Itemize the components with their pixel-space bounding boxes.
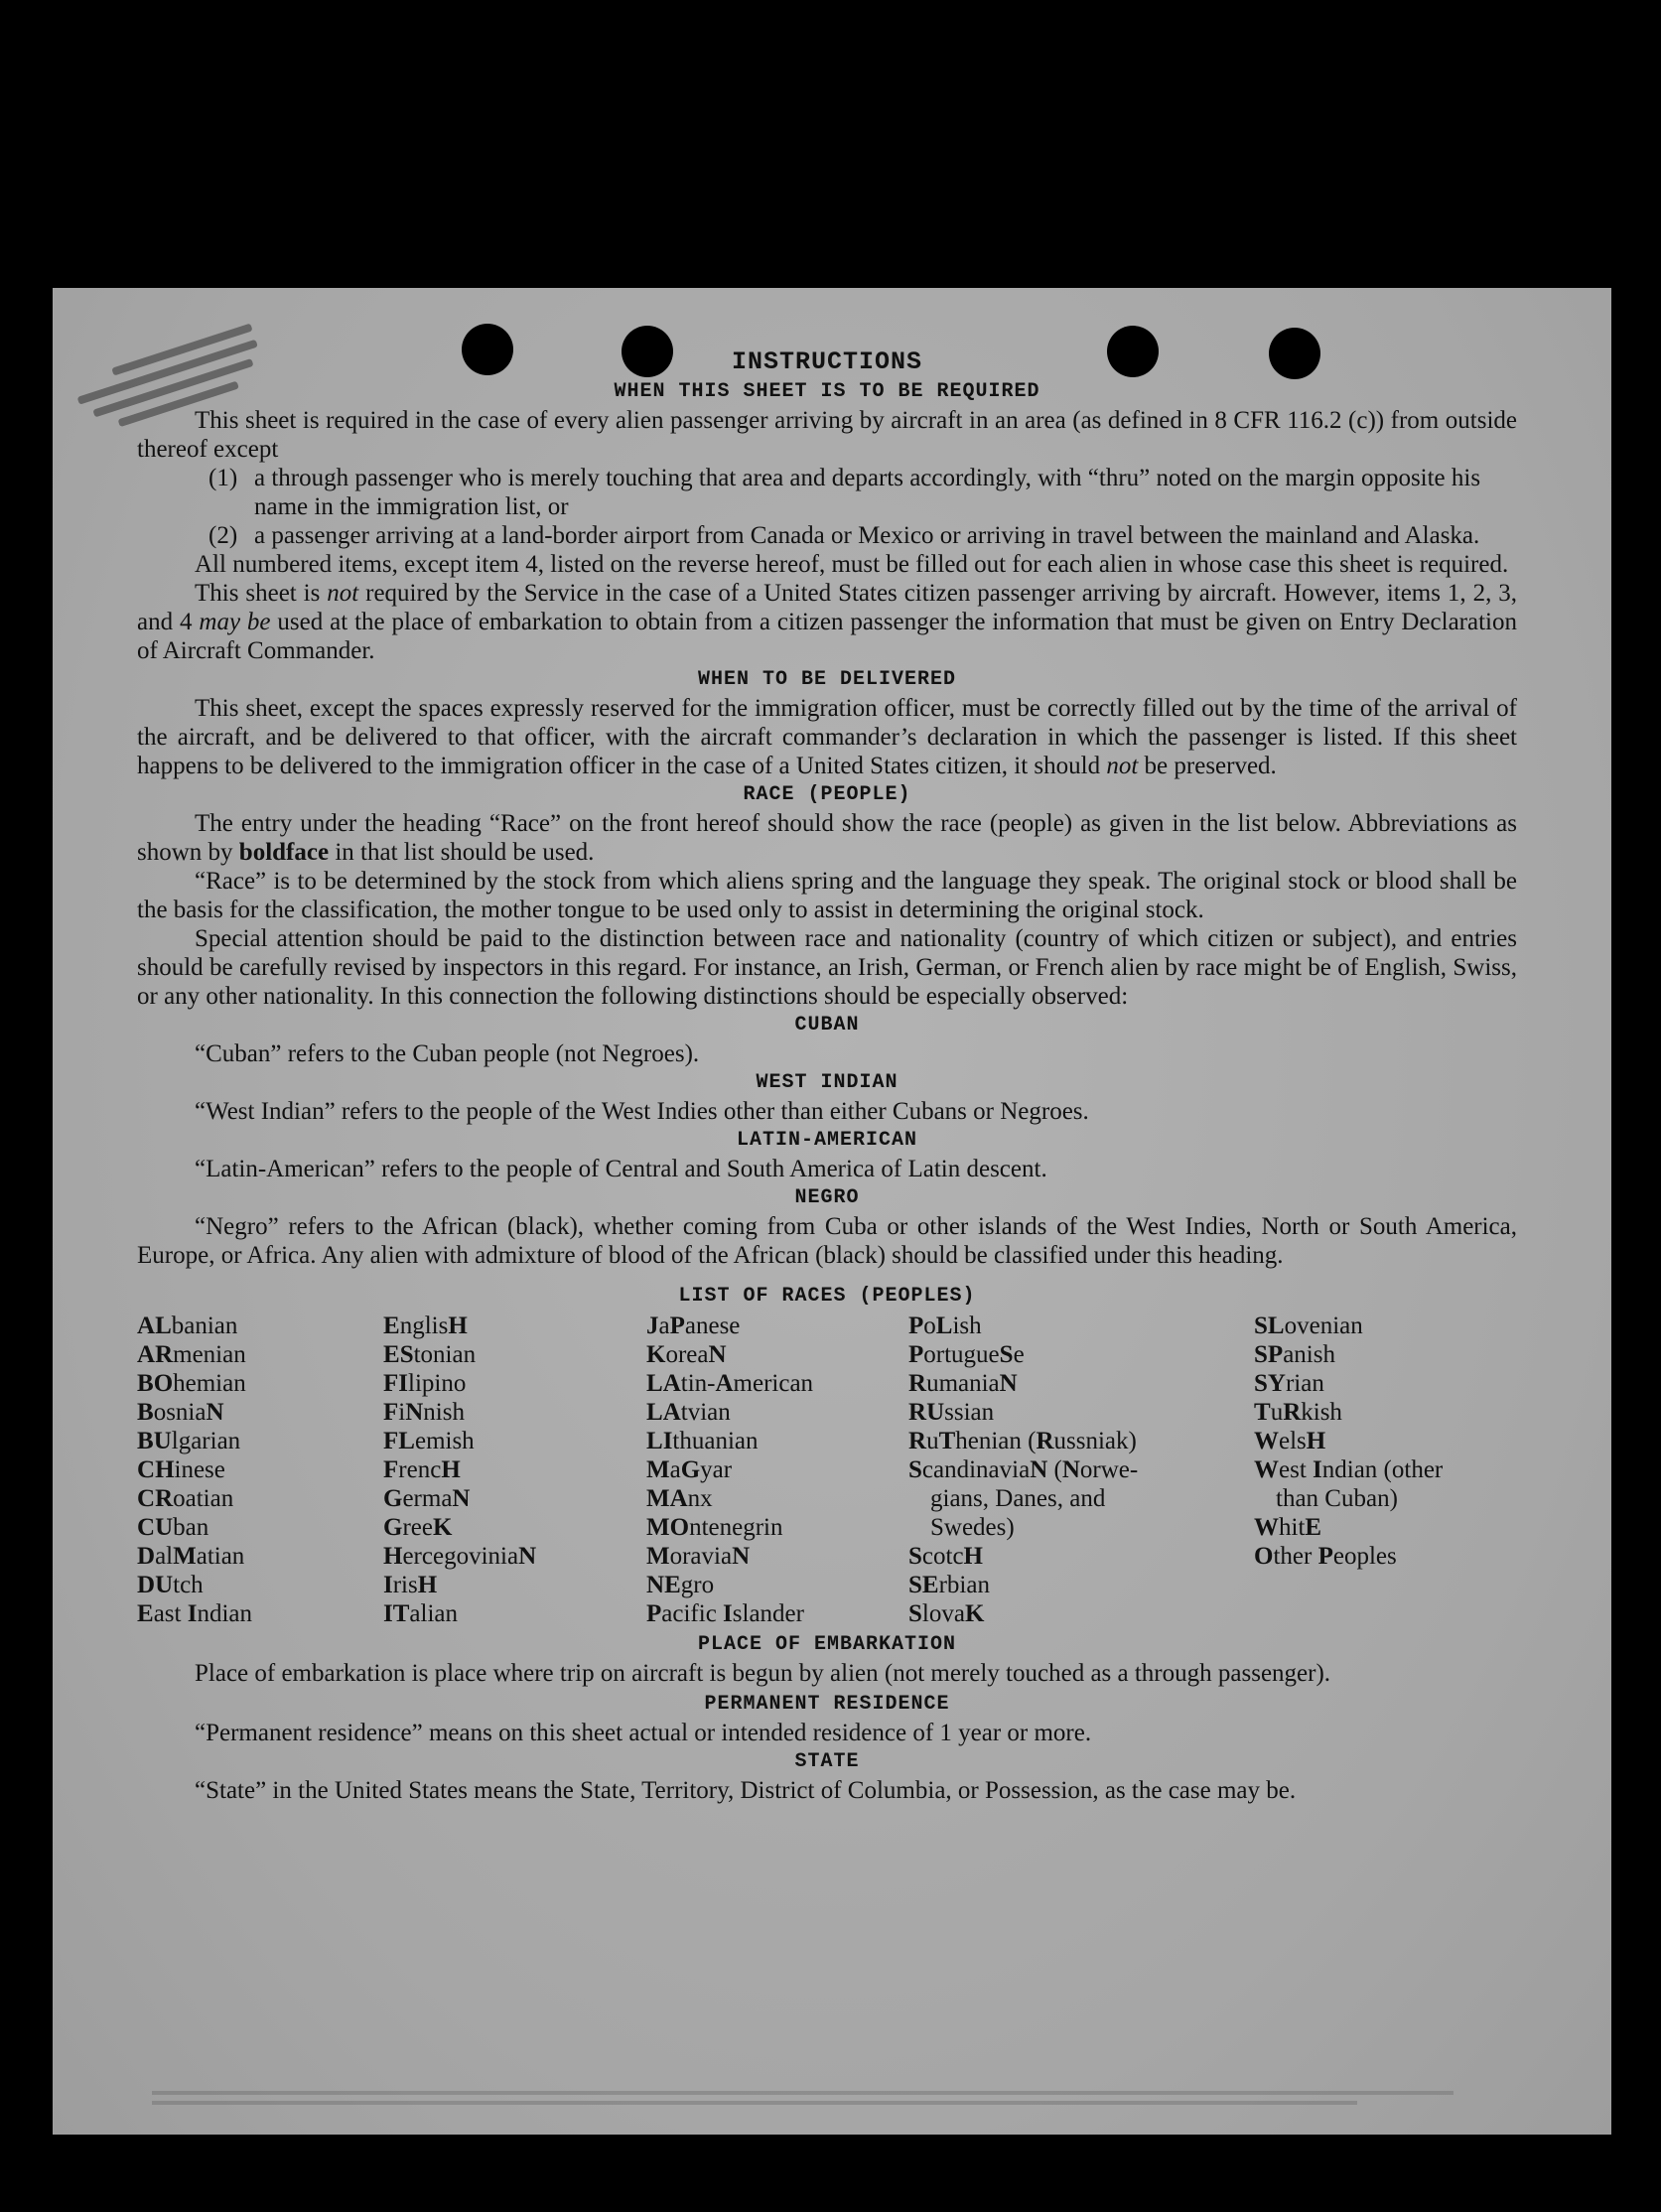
race-entry: JaPanese [646, 1313, 741, 1339]
race-entry: ARmenian [137, 1341, 246, 1368]
definition-negro: “Negro” refers to the African (black), whether coming from Cuba or other islands of the West Indies, North or South America, Europe, or Africa. Any alien with admixture of blood of the African (black) should be classified under this heading. [137, 1213, 1517, 1269]
race-entry: CUban [137, 1514, 209, 1541]
definition-latin-american: “Latin-American” refers to the people of Central and South America of Latin descent. [195, 1156, 1047, 1182]
item-number: (1) [208, 465, 238, 491]
race-entry: DUtch [137, 1572, 204, 1598]
heading-residence: PERMANENT RESIDENCE [704, 1693, 950, 1716]
exception-item-2 [208, 521, 1517, 550]
race-column-1 [137, 1312, 383, 1628]
paragraph-when-required: This sheet is required in the case of every alien passenger arriving by aircraft in an area (as defined in 8 CFR 116.2 (c)) from outside thereof except [137, 407, 1517, 463]
item-number: (2) [208, 522, 238, 549]
race-entry: BosniaN [137, 1399, 224, 1426]
exception-item-1 [208, 464, 1517, 521]
race-list-table [137, 1312, 1517, 1628]
race-entry: FrencH [383, 1456, 461, 1483]
race-entry: FLemish [383, 1428, 475, 1454]
race-entry: ScandinaviaN (Norwe- [908, 1456, 1139, 1483]
race-entry: WhitE [1254, 1514, 1322, 1541]
heading-when-required: WHEN THIS SHEET IS TO BE REQUIRED [614, 380, 1040, 403]
definition-state: “State” in the United States means the State, Territory, District of Columbia, or Possession, as the case may be. [195, 1777, 1297, 1804]
race-entry: East Indian [137, 1600, 252, 1627]
race-entry: MOntenegrin [646, 1514, 783, 1541]
race-entry: MoraviaN [646, 1543, 751, 1570]
race-entry: PortugueSe [908, 1341, 1025, 1368]
race-entry: Pacific Islander [646, 1600, 804, 1627]
race-entry: ScotcH [908, 1543, 983, 1570]
race-entry: FIlipino [383, 1370, 467, 1397]
form-sheet [53, 288, 1611, 2135]
paragraph-when-delivered: This sheet, except the spaces expressly reserved for the immigration officer, must be correctly filled out by the time of the arrival of the aircraft, and be delivered to that officer, with the aircraft commander’s declaration in which the passenger is listed. If this sheet happens to be delivered to the immigration officer in the case of a United States citizen, it should not be preserved. [137, 695, 1517, 779]
race-entry: IrisH [383, 1572, 438, 1598]
paragraph-race-nationality: Special attention should be paid to the distinction between race and nationality (country of which citizen or subject), and entries should be carefully revised by inspectors in this regard. For instance, an Irish, German, or French alien by race might be of English, Swiss, or any other nationality. In this connection the following distinctions should be especially observed: [137, 925, 1517, 1010]
race-column-4 [908, 1312, 1254, 1628]
heading-when-delivered: WHEN TO BE DELIVERED [697, 668, 957, 691]
definition-embarkation: Place of embarkation is place where trip on aircraft is begun by alien (not merely touched as a through passenger). [195, 1660, 1331, 1687]
heading-list-of-races: LIST OF RACES (PEOPLES) [678, 1285, 976, 1308]
race-entry: EStonian [383, 1341, 477, 1368]
definition-residence: “Permanent residence” means on this sheet actual or intended residence of 1 year or more. [195, 1720, 1092, 1746]
race-entry: KoreaN [646, 1341, 727, 1368]
race-entry: CHinese [137, 1456, 225, 1483]
heading-race: RACE (PEOPLE) [743, 783, 911, 806]
race-entry: FiNnish [383, 1399, 465, 1426]
definition-west-indian: “West Indian” refers to the people of the West Indies other than either Cubans or Negroes. [195, 1098, 1089, 1125]
instructions-content [137, 346, 1517, 1805]
race-entry: SPanish [1254, 1341, 1335, 1368]
race-entry: than Cuban) [1276, 1485, 1398, 1512]
heading-negro: NEGRO [794, 1186, 860, 1209]
race-entry: RUssian [908, 1399, 995, 1426]
race-entry: West Indian (other [1254, 1456, 1444, 1483]
paragraph-numbered-items: All numbered items, except item 4, listed on the reverse hereof, must be filled out for each alien in whose case this sheet is required. [195, 551, 1509, 578]
race-entry: LAtvian [646, 1399, 731, 1426]
heading-embarkation: PLACE OF EMBARKATION [697, 1633, 957, 1656]
race-entry: SlovaK [908, 1600, 985, 1627]
race-entry: Other Peoples [1254, 1543, 1397, 1570]
race-column-2 [383, 1312, 646, 1628]
race-entry: TuRkish [1254, 1399, 1342, 1426]
race-entry: LAtin-American [646, 1370, 814, 1397]
item-text: a passenger arriving at a land-border airport from Canada or Mexico or arriving in travel between the mainland and Alaska. [254, 522, 1480, 549]
race-entry: PoLish [908, 1313, 982, 1339]
race-entry: Swedes) [930, 1514, 1015, 1541]
definition-cuban: “Cuban” refers to the Cuban people (not Negroes). [195, 1040, 700, 1067]
race-column-3 [646, 1312, 908, 1628]
race-entry: gians, Danes, and [930, 1485, 1106, 1512]
race-entry: NEgro [646, 1572, 715, 1598]
race-entry: RumaniaN [908, 1370, 1018, 1397]
race-entry: GreeK [383, 1514, 453, 1541]
race-entry: EnglisH [383, 1313, 468, 1339]
page-title: INSTRUCTIONS [731, 347, 923, 376]
heading-west-indian: WEST INDIAN [756, 1071, 899, 1094]
race-entry: RuThenian (Russniak) [908, 1428, 1137, 1454]
race-entry: HercegoviniaN [383, 1543, 537, 1570]
race-entry: SYrian [1254, 1370, 1324, 1397]
race-entry: DalMatian [137, 1543, 245, 1570]
heading-latin-american: LATIN-AMERICAN [736, 1129, 918, 1152]
paragraph-citizen: This sheet is not required by the Service in the case of a United States citizen passenger arriving by aircraft. However, items 1, 2, 3, and 4 may be used at the place of embarkation to obtain from a citizen passenger the information that must be given on Entry Declaration of Aircraft Commander. [137, 580, 1517, 664]
paragraph-race-stock: “Race” is to be determined by the stock from which aliens spring and the language they speak. The original stock or blood shall be the basis for the classification, the mother tongue to be used only to assist in determining the original stock. [137, 868, 1517, 923]
race-entry: SErbian [908, 1572, 990, 1598]
race-entry: CRoatian [137, 1485, 234, 1512]
faint-footer-print [152, 2085, 1522, 2115]
race-entry: LIthuanian [646, 1428, 759, 1454]
race-entry: GermaN [383, 1485, 471, 1512]
race-entry: SLovenian [1254, 1313, 1363, 1339]
race-column-5 [1254, 1312, 1512, 1628]
item-text: a through passenger who is merely touching that area and departs accordingly, with “thru” noted on the margin opposite his name in the immigration list, or [254, 465, 1481, 520]
race-entry: ALbanian [137, 1313, 238, 1339]
heading-cuban: CUBAN [794, 1014, 860, 1037]
race-entry: BUlgarian [137, 1428, 241, 1454]
race-entry: MaGyar [646, 1456, 733, 1483]
race-entry: WelsH [1254, 1428, 1326, 1454]
race-entry: ITalian [383, 1600, 459, 1627]
race-entry: MAnx [646, 1485, 713, 1512]
race-entry: BOhemian [137, 1370, 246, 1397]
paragraph-race-entry: The entry under the heading “Race” on the front hereof should show the race (people) as given in the list below. Abbreviations as shown by boldface in that list should be used. [137, 810, 1517, 866]
heading-state: STATE [794, 1750, 860, 1773]
